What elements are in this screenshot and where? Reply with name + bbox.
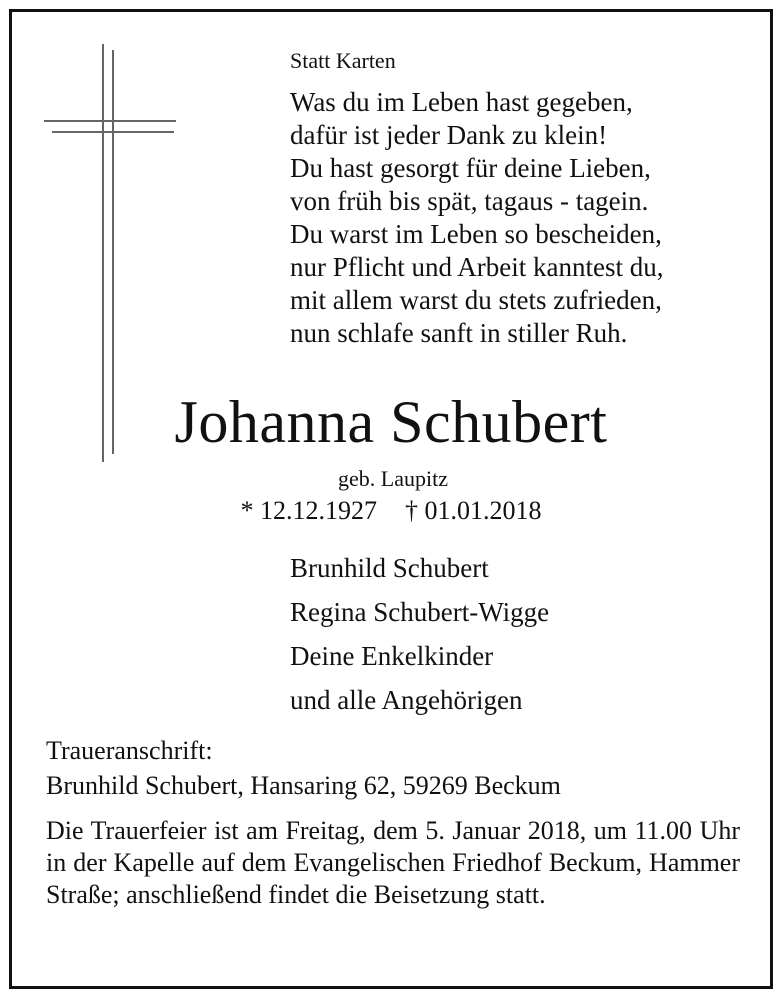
mourner: Brunhild Schubert: [290, 553, 489, 583]
statt-karten-heading: Statt Karten: [290, 48, 396, 73]
ceremony-text: Die Trauerfeier ist am Freitag, dem 5. Januar 2018, um 11.00 Uhr in der Kapelle auf dem Evangelischen Friedhof Beckum, Hammer Straße; anschließend findet die Beisetzung statt.: [46, 816, 740, 909]
birth-date: * 12.12.1927: [240, 496, 377, 525]
death-date: † 01.01.2018: [405, 496, 542, 525]
life-dates: [0, 496, 782, 526]
poem-line: dafür ist jeder Dank zu klein!: [290, 120, 608, 150]
poem-line: von früh bis spät, tagaus - tagein.: [290, 186, 649, 216]
poem: [290, 86, 663, 350]
poem-line: Du warst im Leben so bescheiden,: [290, 219, 662, 249]
address-text: Brunhild Schubert, Hansaring 62, 59269 Beckum: [46, 771, 561, 800]
address-label: Traueranschrift:: [46, 736, 213, 765]
mourner: Deine Enkelkinder: [290, 641, 494, 671]
birth-name: geb. Laupitz: [338, 466, 448, 491]
poem-line: nun schlafe sanft in stiller Ruh.: [290, 318, 628, 348]
mourner: Regina Schubert-Wigge: [290, 597, 550, 627]
poem-line: Was du im Leben hast gegeben,: [290, 87, 633, 117]
mourners-list: [290, 546, 549, 722]
poem-line: nur Pflicht und Arbeit kanntest du,: [290, 252, 664, 282]
deceased-name: Johanna Schubert: [174, 389, 608, 455]
poem-line: mit allem warst du stets zufrieden,: [290, 285, 662, 315]
poem-line: Du hast gesorgt für deine Lieben,: [290, 153, 651, 183]
mourner: und alle Angehörigen: [290, 685, 523, 715]
